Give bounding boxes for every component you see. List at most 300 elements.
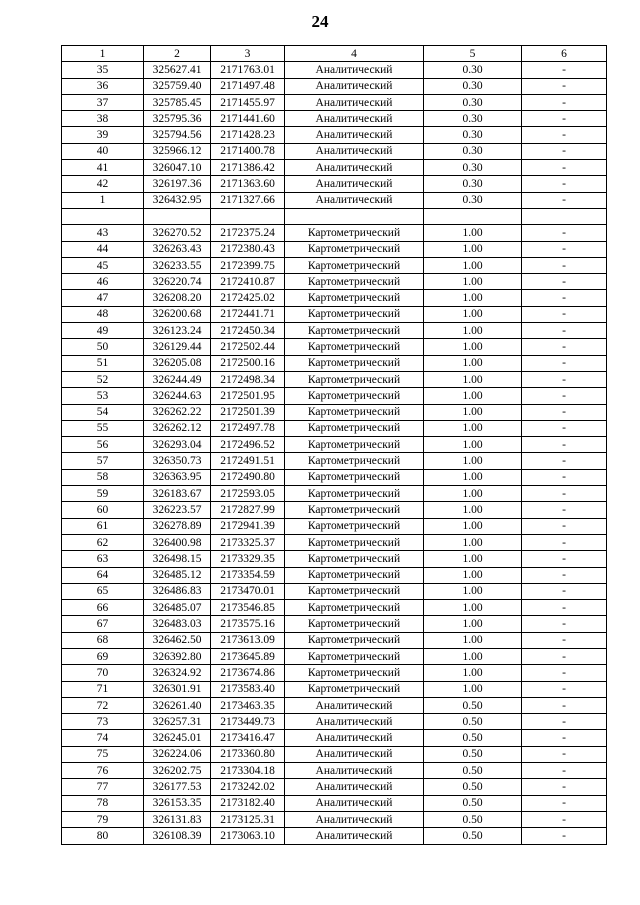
table-row bbox=[62, 486, 607, 502]
table-cell bbox=[211, 208, 285, 224]
table-cell: Картометрический bbox=[285, 648, 424, 664]
table-cell bbox=[522, 208, 607, 224]
table-cell: - bbox=[522, 192, 607, 208]
table-cell: - bbox=[522, 225, 607, 241]
table-cell: Картометрический bbox=[285, 388, 424, 404]
table-cell: 65 bbox=[62, 583, 144, 599]
table-row bbox=[62, 453, 607, 469]
table-cell: - bbox=[522, 323, 607, 339]
table-row bbox=[62, 176, 607, 192]
table-cell: 1.00 bbox=[424, 404, 522, 420]
table-cell: - bbox=[522, 290, 607, 306]
table-cell: - bbox=[522, 176, 607, 192]
table-cell: 2172380.43 bbox=[211, 241, 285, 257]
table-cell: Картометрический bbox=[285, 257, 424, 273]
table-cell: Аналитический bbox=[285, 746, 424, 762]
table-cell: 67 bbox=[62, 616, 144, 632]
table-row bbox=[62, 811, 607, 827]
table-cell: - bbox=[522, 371, 607, 387]
table-cell: Картометрический bbox=[285, 665, 424, 681]
table-cell: 326278.89 bbox=[144, 518, 211, 534]
table-cell: 2173613.09 bbox=[211, 632, 285, 648]
table-cell: 2172827.99 bbox=[211, 502, 285, 518]
table-cell: 326257.31 bbox=[144, 714, 211, 730]
table-row bbox=[62, 632, 607, 648]
table-cell: - bbox=[522, 632, 607, 648]
table-cell: 326129.44 bbox=[144, 339, 211, 355]
table-cell: 326261.40 bbox=[144, 697, 211, 713]
table-cell: - bbox=[522, 534, 607, 550]
table-cell: - bbox=[522, 648, 607, 664]
table-cell: 1.00 bbox=[424, 306, 522, 322]
table-cell bbox=[144, 208, 211, 224]
table-cell: Картометрический bbox=[285, 502, 424, 518]
table-cell: 79 bbox=[62, 811, 144, 827]
table-cell: 2173304.18 bbox=[211, 763, 285, 779]
table-row bbox=[62, 795, 607, 811]
table-cell: 325794.56 bbox=[144, 127, 211, 143]
table-cell: 2173242.02 bbox=[211, 779, 285, 795]
table-cell: 35 bbox=[62, 62, 144, 78]
table-cell: 2173354.59 bbox=[211, 567, 285, 583]
table-cell: - bbox=[522, 94, 607, 110]
table-cell: Картометрический bbox=[285, 306, 424, 322]
table-cell: 2173063.10 bbox=[211, 828, 285, 844]
table-cell: 326047.10 bbox=[144, 160, 211, 176]
table-cell: Картометрический bbox=[285, 534, 424, 550]
table-cell: 2171455.97 bbox=[211, 94, 285, 110]
table-cell: - bbox=[522, 404, 607, 420]
table-row bbox=[62, 469, 607, 485]
table-row bbox=[62, 388, 607, 404]
table-cell: - bbox=[522, 746, 607, 762]
table-cell: 71 bbox=[62, 681, 144, 697]
table-row bbox=[62, 828, 607, 844]
table-cell: 0.30 bbox=[424, 111, 522, 127]
table-cell: 0.30 bbox=[424, 143, 522, 159]
column-header: 5 bbox=[424, 46, 522, 62]
table-cell: 60 bbox=[62, 502, 144, 518]
table-row bbox=[62, 437, 607, 453]
table-cell: 77 bbox=[62, 779, 144, 795]
table-cell: 325627.41 bbox=[144, 62, 211, 78]
table-row bbox=[62, 241, 607, 257]
table-cell: 326244.63 bbox=[144, 388, 211, 404]
table-row bbox=[62, 143, 607, 159]
table-cell: 0.30 bbox=[424, 94, 522, 110]
table-cell: - bbox=[522, 143, 607, 159]
table-cell: - bbox=[522, 681, 607, 697]
table-cell: 326485.12 bbox=[144, 567, 211, 583]
table-cell: 80 bbox=[62, 828, 144, 844]
table-cell: 2173125.31 bbox=[211, 811, 285, 827]
table-cell: - bbox=[522, 779, 607, 795]
table-row bbox=[62, 274, 607, 290]
table-cell: Картометрический bbox=[285, 551, 424, 567]
table-cell: 36 bbox=[62, 78, 144, 94]
table-cell: 2173674.86 bbox=[211, 665, 285, 681]
table-cell: 326270.52 bbox=[144, 225, 211, 241]
table-cell: 1.00 bbox=[424, 681, 522, 697]
table-cell: 66 bbox=[62, 600, 144, 616]
table-cell: 0.50 bbox=[424, 746, 522, 762]
table-row bbox=[62, 714, 607, 730]
table-cell: - bbox=[522, 714, 607, 730]
table-body bbox=[62, 62, 607, 844]
table-cell: 2172496.52 bbox=[211, 437, 285, 453]
table-cell: - bbox=[522, 795, 607, 811]
table-cell: 326483.03 bbox=[144, 616, 211, 632]
table-cell: 2173645.89 bbox=[211, 648, 285, 664]
table-cell: 326123.24 bbox=[144, 323, 211, 339]
table-cell: Картометрический bbox=[285, 616, 424, 632]
table-cell: - bbox=[522, 763, 607, 779]
table-cell: 2171497.48 bbox=[211, 78, 285, 94]
column-header: 4 bbox=[285, 46, 424, 62]
table-cell: Картометрический bbox=[285, 469, 424, 485]
table-row bbox=[62, 648, 607, 664]
table-cell: - bbox=[522, 828, 607, 844]
table-cell bbox=[424, 208, 522, 224]
table-cell: 51 bbox=[62, 355, 144, 371]
table-cell: Картометрический bbox=[285, 437, 424, 453]
column-header: 1 bbox=[62, 46, 144, 62]
table-cell: 1.00 bbox=[424, 323, 522, 339]
table-cell: 2172399.75 bbox=[211, 257, 285, 273]
table-cell: 2173470.01 bbox=[211, 583, 285, 599]
table-cell: Картометрический bbox=[285, 371, 424, 387]
table-cell: 326301.91 bbox=[144, 681, 211, 697]
table-cell: - bbox=[522, 486, 607, 502]
table-row bbox=[62, 192, 607, 208]
table-row bbox=[62, 665, 607, 681]
table-cell: Аналитический bbox=[285, 94, 424, 110]
table-cell: 44 bbox=[62, 241, 144, 257]
table-cell: 325795.36 bbox=[144, 111, 211, 127]
table-cell: 40 bbox=[62, 143, 144, 159]
table-row bbox=[62, 225, 607, 241]
table-cell: 70 bbox=[62, 665, 144, 681]
table-cell: 38 bbox=[62, 111, 144, 127]
table-cell: 2172491.51 bbox=[211, 453, 285, 469]
table-cell: Аналитический bbox=[285, 779, 424, 795]
table-cell: 326224.06 bbox=[144, 746, 211, 762]
table-cell: 0.50 bbox=[424, 779, 522, 795]
table-cell: - bbox=[522, 127, 607, 143]
table-cell: 1.00 bbox=[424, 453, 522, 469]
table-cell: 1.00 bbox=[424, 371, 522, 387]
table-cell: 2173325.37 bbox=[211, 534, 285, 550]
table-cell: 2173360.80 bbox=[211, 746, 285, 762]
table-cell: - bbox=[522, 469, 607, 485]
table-cell: - bbox=[522, 665, 607, 681]
table-cell: 2172441.71 bbox=[211, 306, 285, 322]
table-row bbox=[62, 730, 607, 746]
table-cell: 76 bbox=[62, 763, 144, 779]
table-cell: 1.00 bbox=[424, 502, 522, 518]
table-cell: 326131.83 bbox=[144, 811, 211, 827]
table-cell: 68 bbox=[62, 632, 144, 648]
table-cell: 2173463.35 bbox=[211, 697, 285, 713]
table-cell: - bbox=[522, 355, 607, 371]
table-cell: 2172450.34 bbox=[211, 323, 285, 339]
table-cell: 55 bbox=[62, 420, 144, 436]
table-cell: - bbox=[522, 257, 607, 273]
table-cell: 2172501.39 bbox=[211, 404, 285, 420]
table-cell: 2171400.78 bbox=[211, 143, 285, 159]
table-cell: 326205.08 bbox=[144, 355, 211, 371]
table-cell: Аналитический bbox=[285, 763, 424, 779]
table-cell: 2171763.01 bbox=[211, 62, 285, 78]
table-cell: Картометрический bbox=[285, 600, 424, 616]
table-cell: 326350.73 bbox=[144, 453, 211, 469]
table-header-row bbox=[62, 46, 607, 62]
table-cell: 2173182.40 bbox=[211, 795, 285, 811]
table-cell: 326244.49 bbox=[144, 371, 211, 387]
table-cell: 1.00 bbox=[424, 567, 522, 583]
table-cell: 1.00 bbox=[424, 420, 522, 436]
table-cell: 1.00 bbox=[424, 534, 522, 550]
table-cell: 1.00 bbox=[424, 355, 522, 371]
table-cell: 63 bbox=[62, 551, 144, 567]
table-cell: 326220.74 bbox=[144, 274, 211, 290]
table-cell: Картометрический bbox=[285, 339, 424, 355]
table-cell: 2172500.16 bbox=[211, 355, 285, 371]
table-cell: 2173583.40 bbox=[211, 681, 285, 697]
table-cell: - bbox=[522, 339, 607, 355]
table-cell: 1.00 bbox=[424, 600, 522, 616]
table-row bbox=[62, 127, 607, 143]
table-cell: 2171386.42 bbox=[211, 160, 285, 176]
table-cell: Картометрический bbox=[285, 420, 424, 436]
table-cell: 2172490.80 bbox=[211, 469, 285, 485]
table-cell: 0.30 bbox=[424, 78, 522, 94]
table-cell: Картометрический bbox=[285, 583, 424, 599]
table-cell: Аналитический bbox=[285, 697, 424, 713]
table-cell: Аналитический bbox=[285, 62, 424, 78]
table-row bbox=[62, 290, 607, 306]
table-cell: 1.00 bbox=[424, 486, 522, 502]
table-cell: Аналитический bbox=[285, 78, 424, 94]
table-cell: 37 bbox=[62, 94, 144, 110]
table-cell bbox=[285, 208, 424, 224]
table-cell: 2171327.66 bbox=[211, 192, 285, 208]
table-row bbox=[62, 616, 607, 632]
table-cell: 49 bbox=[62, 323, 144, 339]
table-cell: 1.00 bbox=[424, 274, 522, 290]
table-cell: 2171363.60 bbox=[211, 176, 285, 192]
table-cell: 325759.40 bbox=[144, 78, 211, 94]
table-cell: 326462.50 bbox=[144, 632, 211, 648]
table-row bbox=[62, 257, 607, 273]
table-cell: 2172501.95 bbox=[211, 388, 285, 404]
table-cell: 1.00 bbox=[424, 616, 522, 632]
table-cell: - bbox=[522, 62, 607, 78]
table-cell: 52 bbox=[62, 371, 144, 387]
table-cell: 47 bbox=[62, 290, 144, 306]
table-row bbox=[62, 502, 607, 518]
table-row bbox=[62, 534, 607, 550]
table-cell: Аналитический bbox=[285, 176, 424, 192]
table-cell: 2172425.02 bbox=[211, 290, 285, 306]
coordinates-table bbox=[61, 45, 607, 845]
table-cell: Аналитический bbox=[285, 192, 424, 208]
table-cell: 326183.67 bbox=[144, 486, 211, 502]
table-row bbox=[62, 763, 607, 779]
table-cell: Аналитический bbox=[285, 127, 424, 143]
table-row bbox=[62, 208, 607, 224]
table-cell: Картометрический bbox=[285, 453, 424, 469]
table-row bbox=[62, 371, 607, 387]
table-cell: 2172497.78 bbox=[211, 420, 285, 436]
table-cell: 1.00 bbox=[424, 551, 522, 567]
table-cell: - bbox=[522, 518, 607, 534]
table-cell: 326432.95 bbox=[144, 192, 211, 208]
table-cell: 326177.53 bbox=[144, 779, 211, 795]
table-cell: 326324.92 bbox=[144, 665, 211, 681]
table-cell: 0.30 bbox=[424, 192, 522, 208]
table-cell: 326233.55 bbox=[144, 257, 211, 273]
table-cell: - bbox=[522, 583, 607, 599]
table-cell: 72 bbox=[62, 697, 144, 713]
table-row bbox=[62, 518, 607, 534]
table-cell: 326262.12 bbox=[144, 420, 211, 436]
table-cell: Картометрический bbox=[285, 290, 424, 306]
table-cell: - bbox=[522, 616, 607, 632]
table-cell: 69 bbox=[62, 648, 144, 664]
table-row bbox=[62, 355, 607, 371]
table-cell: 1.00 bbox=[424, 437, 522, 453]
table-cell: 326108.39 bbox=[144, 828, 211, 844]
table-cell: 326200.68 bbox=[144, 306, 211, 322]
table-cell: 326498.15 bbox=[144, 551, 211, 567]
table-cell: 75 bbox=[62, 746, 144, 762]
table-cell: 0.30 bbox=[424, 160, 522, 176]
table-cell: 0.30 bbox=[424, 127, 522, 143]
table-cell: - bbox=[522, 453, 607, 469]
table-cell: 1.00 bbox=[424, 241, 522, 257]
table-cell: Картометрический bbox=[285, 486, 424, 502]
table-cell: 43 bbox=[62, 225, 144, 241]
table-cell: - bbox=[522, 160, 607, 176]
table-cell: 325966.12 bbox=[144, 143, 211, 159]
table-cell: 326392.80 bbox=[144, 648, 211, 664]
table-cell: 45 bbox=[62, 257, 144, 273]
table-cell: 2172593.05 bbox=[211, 486, 285, 502]
table-cell: 326245.01 bbox=[144, 730, 211, 746]
table-cell: 1.00 bbox=[424, 518, 522, 534]
table-cell: 2172941.39 bbox=[211, 518, 285, 534]
table-cell: 1.00 bbox=[424, 388, 522, 404]
table-cell: 57 bbox=[62, 453, 144, 469]
table-cell: 326363.95 bbox=[144, 469, 211, 485]
table-cell: 1.00 bbox=[424, 665, 522, 681]
column-header: 6 bbox=[522, 46, 607, 62]
table-row bbox=[62, 306, 607, 322]
table-cell: 48 bbox=[62, 306, 144, 322]
table-cell: 326485.07 bbox=[144, 600, 211, 616]
table-cell: Картометрический bbox=[285, 681, 424, 697]
table-cell: 0.50 bbox=[424, 828, 522, 844]
table-cell: 2172375.24 bbox=[211, 225, 285, 241]
table-row bbox=[62, 323, 607, 339]
table-cell: 326400.98 bbox=[144, 534, 211, 550]
table-cell: - bbox=[522, 78, 607, 94]
table-cell: Аналитический bbox=[285, 143, 424, 159]
table-row bbox=[62, 420, 607, 436]
table-cell: - bbox=[522, 730, 607, 746]
table-cell: Картометрический bbox=[285, 355, 424, 371]
table-cell: 326262.22 bbox=[144, 404, 211, 420]
table-cell: 1 bbox=[62, 192, 144, 208]
table-cell: 2173449.73 bbox=[211, 714, 285, 730]
table-cell: 1.00 bbox=[424, 632, 522, 648]
table-cell: Картометрический bbox=[285, 225, 424, 241]
table-cell: Картометрический bbox=[285, 404, 424, 420]
table-cell: - bbox=[522, 306, 607, 322]
table-cell: - bbox=[522, 420, 607, 436]
table-cell: Аналитический bbox=[285, 795, 424, 811]
table-cell: 1.00 bbox=[424, 339, 522, 355]
table-cell: 0.50 bbox=[424, 697, 522, 713]
table-cell: 326263.43 bbox=[144, 241, 211, 257]
table-row bbox=[62, 746, 607, 762]
table-row bbox=[62, 681, 607, 697]
table-cell: Аналитический bbox=[285, 160, 424, 176]
table-cell: 54 bbox=[62, 404, 144, 420]
table-row bbox=[62, 160, 607, 176]
table-cell: Аналитический bbox=[285, 730, 424, 746]
table-cell: 0.50 bbox=[424, 730, 522, 746]
table-row bbox=[62, 583, 607, 599]
table-cell: 0.50 bbox=[424, 811, 522, 827]
table-cell: 1.00 bbox=[424, 257, 522, 273]
table-row bbox=[62, 551, 607, 567]
table-cell: - bbox=[522, 502, 607, 518]
table-row bbox=[62, 567, 607, 583]
table-cell: 2172502.44 bbox=[211, 339, 285, 355]
table-row bbox=[62, 404, 607, 420]
table-cell: 325785.45 bbox=[144, 94, 211, 110]
table-cell: 326208.20 bbox=[144, 290, 211, 306]
table-cell: 1.00 bbox=[424, 583, 522, 599]
table-cell: 1.00 bbox=[424, 225, 522, 241]
table-cell: Аналитический bbox=[285, 111, 424, 127]
table-cell: - bbox=[522, 111, 607, 127]
table-cell: - bbox=[522, 274, 607, 290]
table-row bbox=[62, 62, 607, 78]
table-cell: 53 bbox=[62, 388, 144, 404]
table-row bbox=[62, 94, 607, 110]
column-header: 3 bbox=[211, 46, 285, 62]
table-cell: 2173575.16 bbox=[211, 616, 285, 632]
table-cell: - bbox=[522, 551, 607, 567]
table-cell: 62 bbox=[62, 534, 144, 550]
table-cell: 2171428.23 bbox=[211, 127, 285, 143]
table-cell: Аналитический bbox=[285, 714, 424, 730]
table-row bbox=[62, 600, 607, 616]
table-cell: 2173329.35 bbox=[211, 551, 285, 567]
table-cell: - bbox=[522, 600, 607, 616]
table-cell: 326202.75 bbox=[144, 763, 211, 779]
table-cell: 1.00 bbox=[424, 469, 522, 485]
table-cell: 2171441.60 bbox=[211, 111, 285, 127]
table-cell: 2173416.47 bbox=[211, 730, 285, 746]
table-cell: 326197.36 bbox=[144, 176, 211, 192]
table-cell: 56 bbox=[62, 437, 144, 453]
table-cell bbox=[62, 208, 144, 224]
table-cell: Картометрический bbox=[285, 632, 424, 648]
